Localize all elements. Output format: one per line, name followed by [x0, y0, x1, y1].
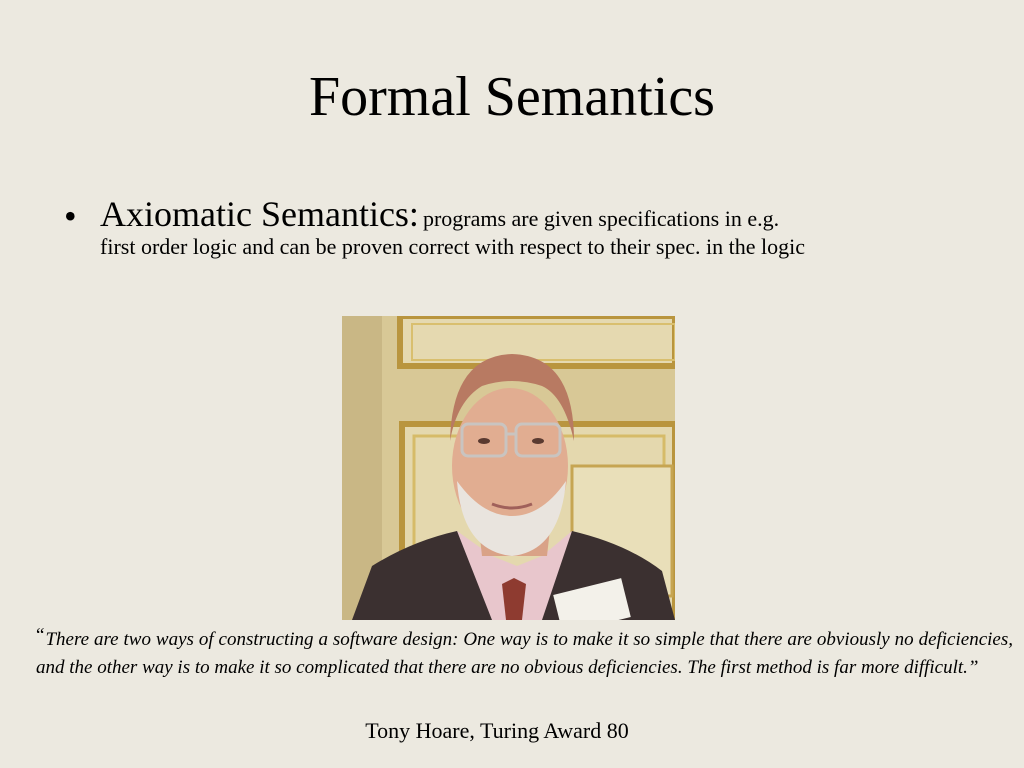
quote-attribution: Tony Hoare, Turing Award 80 [365, 718, 629, 743]
bullet-heading: Axiomatic Semantics: [100, 194, 419, 234]
quote [36, 622, 1013, 682]
portrait-photo [342, 316, 675, 620]
slide-title: Formal Semantics [309, 66, 715, 128]
quote-open-mark: “ [36, 625, 45, 646]
bullet-marker: • [64, 196, 77, 236]
bullet-body-line-2: first order logic and can be proven correct with respect to their spec. in the logic [100, 234, 805, 259]
portrait-image [342, 316, 675, 620]
quote-text: There are two ways of constructing a software design: One way is to make it so simple that there are obviously no deficiencies, and the other way is to make it so complicated that there are no obvious deficiencies. The first method is far more difficult.” [36, 629, 1013, 678]
bullet-body-line-1: programs are given specifications in e.g. [422, 206, 780, 231]
bullet-text [100, 192, 960, 262]
